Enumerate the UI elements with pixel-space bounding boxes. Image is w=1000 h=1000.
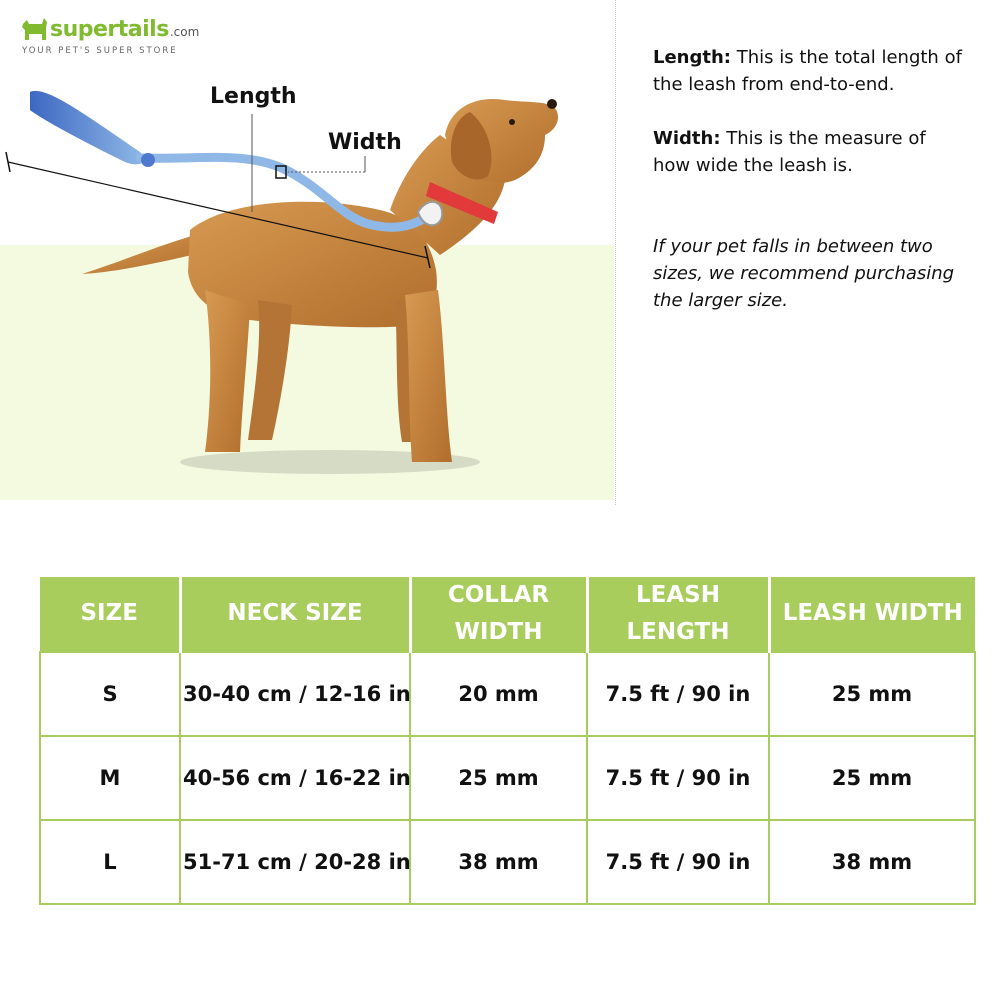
length-term: Length: bbox=[653, 47, 731, 68]
size-chart-table bbox=[39, 577, 976, 905]
header-leash-length: LEASH LENGTH bbox=[587, 577, 769, 652]
header-collar-width: COLLAR WIDTH bbox=[410, 577, 587, 652]
cell-leash-width: 25 mm bbox=[769, 652, 975, 736]
table-header-row bbox=[40, 577, 975, 652]
leash-ring bbox=[141, 153, 155, 167]
length-definition bbox=[653, 44, 963, 98]
cell-collar-width: 38 mm bbox=[410, 820, 587, 904]
dog-leg-front-near bbox=[405, 290, 452, 462]
cell-neck-size: 40-56 cm / 16-22 in bbox=[180, 736, 410, 820]
brand-domain: .com bbox=[169, 25, 200, 39]
table-row bbox=[40, 820, 975, 904]
dog-illustration bbox=[0, 0, 615, 500]
cell-leash-length: 7.5 ft / 90 in bbox=[587, 652, 769, 736]
header-size: SIZE bbox=[40, 577, 180, 652]
cell-neck-size: 30-40 cm / 12-16 in bbox=[180, 652, 410, 736]
section-divider bbox=[615, 0, 616, 505]
cell-leash-width: 38 mm bbox=[769, 820, 975, 904]
brand-name: supertails bbox=[50, 16, 169, 42]
dog-nose bbox=[547, 99, 557, 109]
header-neck-size: NECK SIZE bbox=[180, 577, 410, 652]
width-description: This is the measure of how wide the leash is. bbox=[653, 128, 926, 176]
size-advice-note: If your pet falls in between two sizes, we recommend purchasing the larger size. bbox=[653, 236, 955, 311]
cell-leash-length: 7.5 ft / 90 in bbox=[587, 736, 769, 820]
brand-tagline: YOUR PET'S SUPER STORE bbox=[22, 46, 178, 56]
dog-tail bbox=[82, 235, 205, 274]
width-term: Width: bbox=[653, 128, 721, 149]
cell-collar-width: 25 mm bbox=[410, 736, 587, 820]
cell-collar-width: 20 mm bbox=[410, 652, 587, 736]
dog-eye bbox=[509, 119, 515, 125]
cell-leash-width: 25 mm bbox=[769, 736, 975, 820]
cell-leash-length: 7.5 ft / 90 in bbox=[587, 820, 769, 904]
dog-leg-back-far bbox=[248, 300, 292, 440]
cell-neck-size: 51-71 cm / 20-28 in bbox=[180, 820, 410, 904]
width-definition bbox=[653, 125, 963, 179]
dog-leg-back-near bbox=[205, 290, 250, 452]
cell-size: L bbox=[40, 820, 180, 904]
length-label: Length bbox=[210, 84, 297, 109]
header-leash-width: LEASH WIDTH bbox=[769, 577, 975, 652]
length-description: This is the total length of the leash from end-to-end. bbox=[653, 47, 962, 95]
table-row bbox=[40, 736, 975, 820]
measurement-info bbox=[653, 44, 963, 341]
table-row bbox=[40, 652, 975, 736]
leash-handle bbox=[30, 91, 144, 165]
width-label: Width bbox=[328, 130, 402, 155]
cell-size: S bbox=[40, 652, 180, 736]
cell-size: M bbox=[40, 736, 180, 820]
